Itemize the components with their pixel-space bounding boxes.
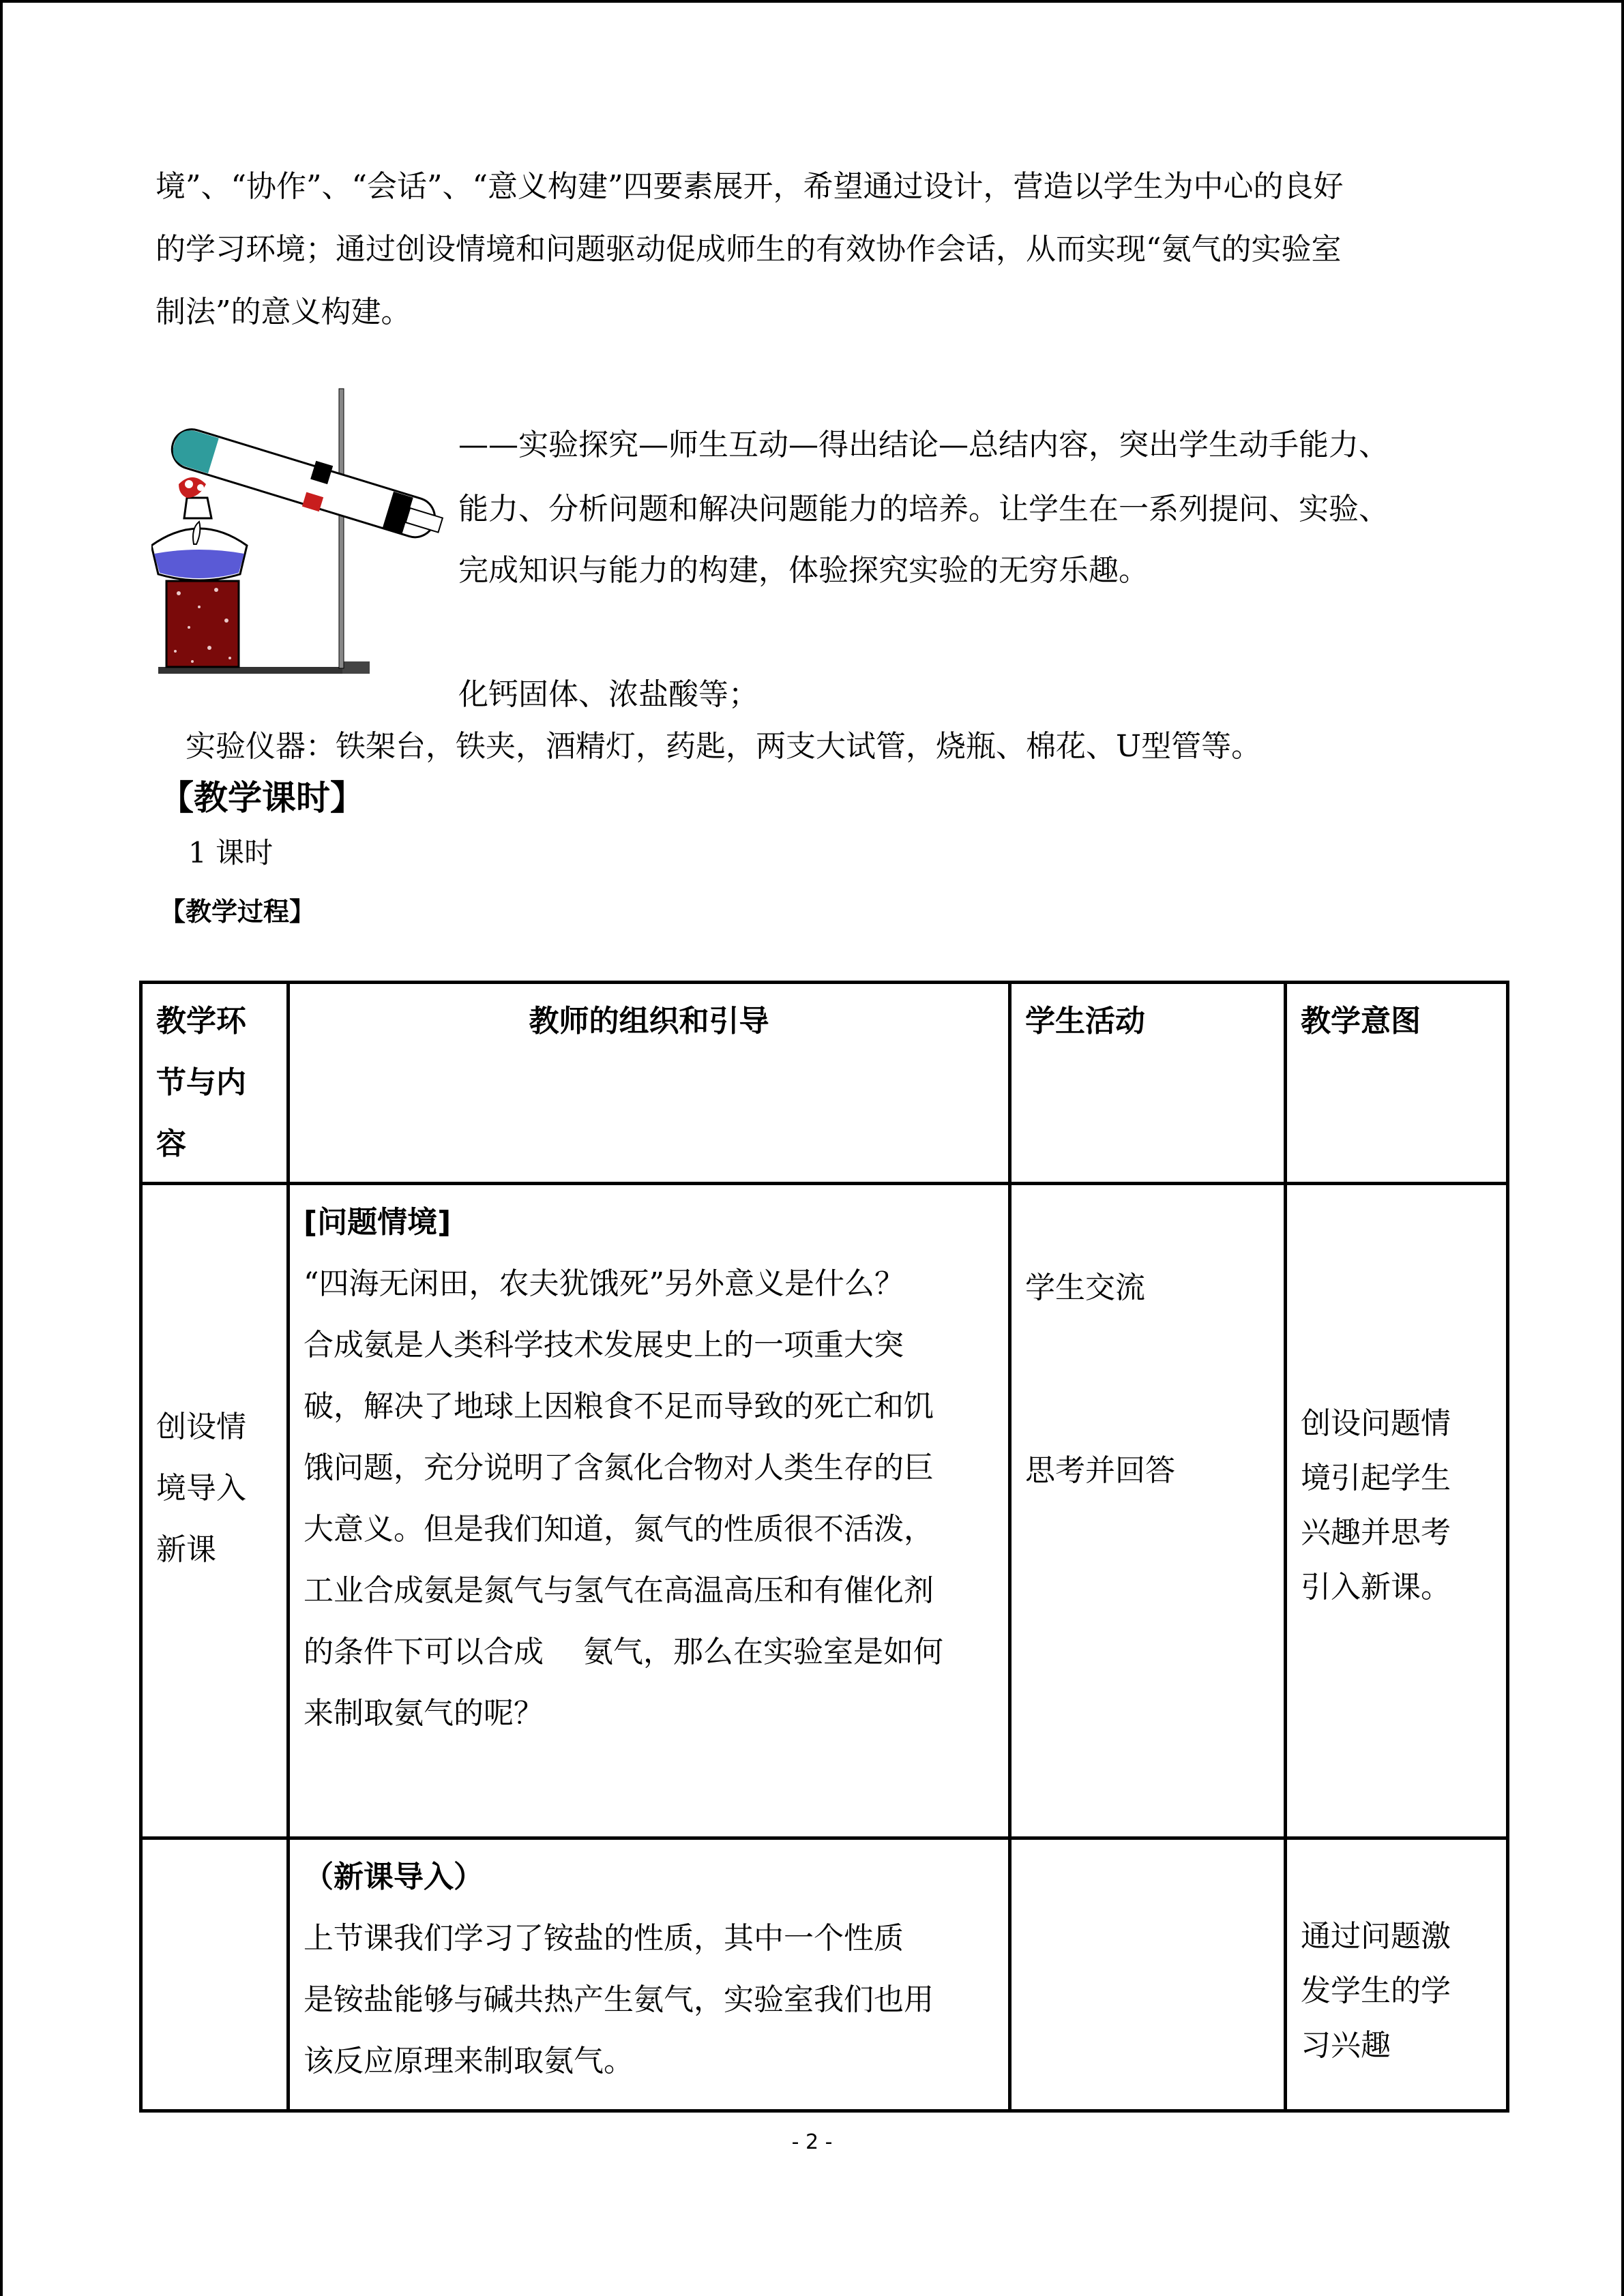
process-heading: 【教学过程】 [160,897,316,927]
teaching-process-table [139,981,1509,2113]
guide-line: 工业合成氨是氮气与氢气在高温高压和有催化剂 [304,1573,934,1608]
student-activity-b: 思考并回答 [1025,1453,1175,1488]
guide-line: 大意义。但是我们知道，氮气的性质很不活泼， [304,1512,934,1547]
intent-line: 境引起学生 [1301,1461,1451,1495]
header-stage-line: 教学环 [156,1004,246,1039]
guide-line: 来制取氨气的呢？ [304,1696,544,1731]
guide-line: 该反应原理来制取氨气。 [304,2044,634,2078]
intent-line: 引入新课。 [1301,1570,1451,1605]
page-border-left [0,0,3,2296]
intent-line: 发学生的学 [1301,1973,1451,2008]
cell-teaching-intent [1286,1838,1508,2111]
stage-line: 创设情 [156,1410,246,1444]
guide-line: 破，解决了地球上因粮食不足而导致的死亡和饥 [304,1389,934,1424]
page-border-top [0,0,1624,3]
guide-subheading: （新课导入） [304,1860,484,1894]
guide-subheading: [问题情境] [304,1205,452,1240]
student-activity-a: 学生交流 [1025,1270,1145,1305]
lab-apparatus-illustration [151,382,458,682]
text-wrapped-line-4: 化钙固体、浓盐酸等； [458,677,758,712]
guide-line: 合成氨是人类科学技术发展史上的一项重大突 [304,1328,904,1362]
text-wrapped-line-1: ——实验探究—师生互动—得出结论—总结内容，突出学生动手能力、 [458,428,1389,462]
guide-line: 的条件下可以合成 氨气，那么在实验室是如何 [304,1635,943,1669]
table-row [141,1184,1508,1838]
page-border-right [1621,0,1624,2296]
header-teacher-guide: 教师的组织和引导 [289,983,1010,1184]
header-stage-line: 节与内 [156,1065,246,1100]
guide-line: 是铵盐能够与碱共热产生氨气，实验室我们也用 [304,1982,934,2017]
cell-student-activity [1010,1184,1286,1838]
intent-line: 兴趣并思考 [1301,1515,1451,1550]
intent-line: 习兴趣 [1301,2028,1391,2063]
intent-line: 通过问题激 [1301,1919,1451,1954]
intro-line-1: 境”、“协作”、“会话”、“意义构建”四要素展开，希望通过设计，营造以学生为中心的良好 [156,169,1344,204]
intro-line-2: 的学习环境；通过创设情境和问题驱动促成师生的有效协作会话，从而实现“氨气的实验室 [156,232,1342,267]
header-student-activity: 学生活动 [1010,983,1286,1184]
stage-line: 境导入 [156,1471,246,1506]
table-header-row [141,983,1508,1184]
header-stage [141,983,289,1184]
header-teaching-intent: 教学意图 [1286,983,1508,1184]
lesson-hours-heading: 【教学课时】 [160,778,364,818]
cell-stage [141,1838,289,2111]
cell-student-activity [1010,1838,1286,2111]
guide-line: “四海无闲田，农夫犹饿死”另外意义是什么？ [304,1266,904,1301]
stage-line: 新课 [156,1532,216,1567]
cell-teaching-intent [1286,1184,1508,1838]
cell-teacher-guide [289,1184,1010,1838]
guide-line: 饿问题，充分说明了含氮化合物对人类生存的巨 [304,1450,934,1485]
cell-stage [141,1184,289,1838]
intent-line: 创设问题情 [1301,1406,1451,1441]
text-wrapped-line-3: 完成知识与能力的构建，体验探究实验的无穷乐趣。 [458,553,1149,588]
table-row [141,1838,1508,2111]
lesson-hours-value: 1 课时 [188,836,274,869]
instruments-line: 实验仪器：铁架台，铁夹，酒精灯，药匙，两支大试管，烧瓶、棉花、U型管等。 [186,729,1262,764]
header-stage-line: 容 [156,1127,186,1161]
guide-line: 上节课我们学习了铵盐的性质，其中一个性质 [304,1921,904,1956]
page-number: - 2 - [791,2130,833,2154]
text-wrapped-line-2: 能力、分析问题和解决问题能力的培养。让学生在一系列提问、实验、 [458,492,1389,526]
intro-line-3: 制法”的意义构建。 [156,295,411,329]
cell-teacher-guide [289,1838,1010,2111]
